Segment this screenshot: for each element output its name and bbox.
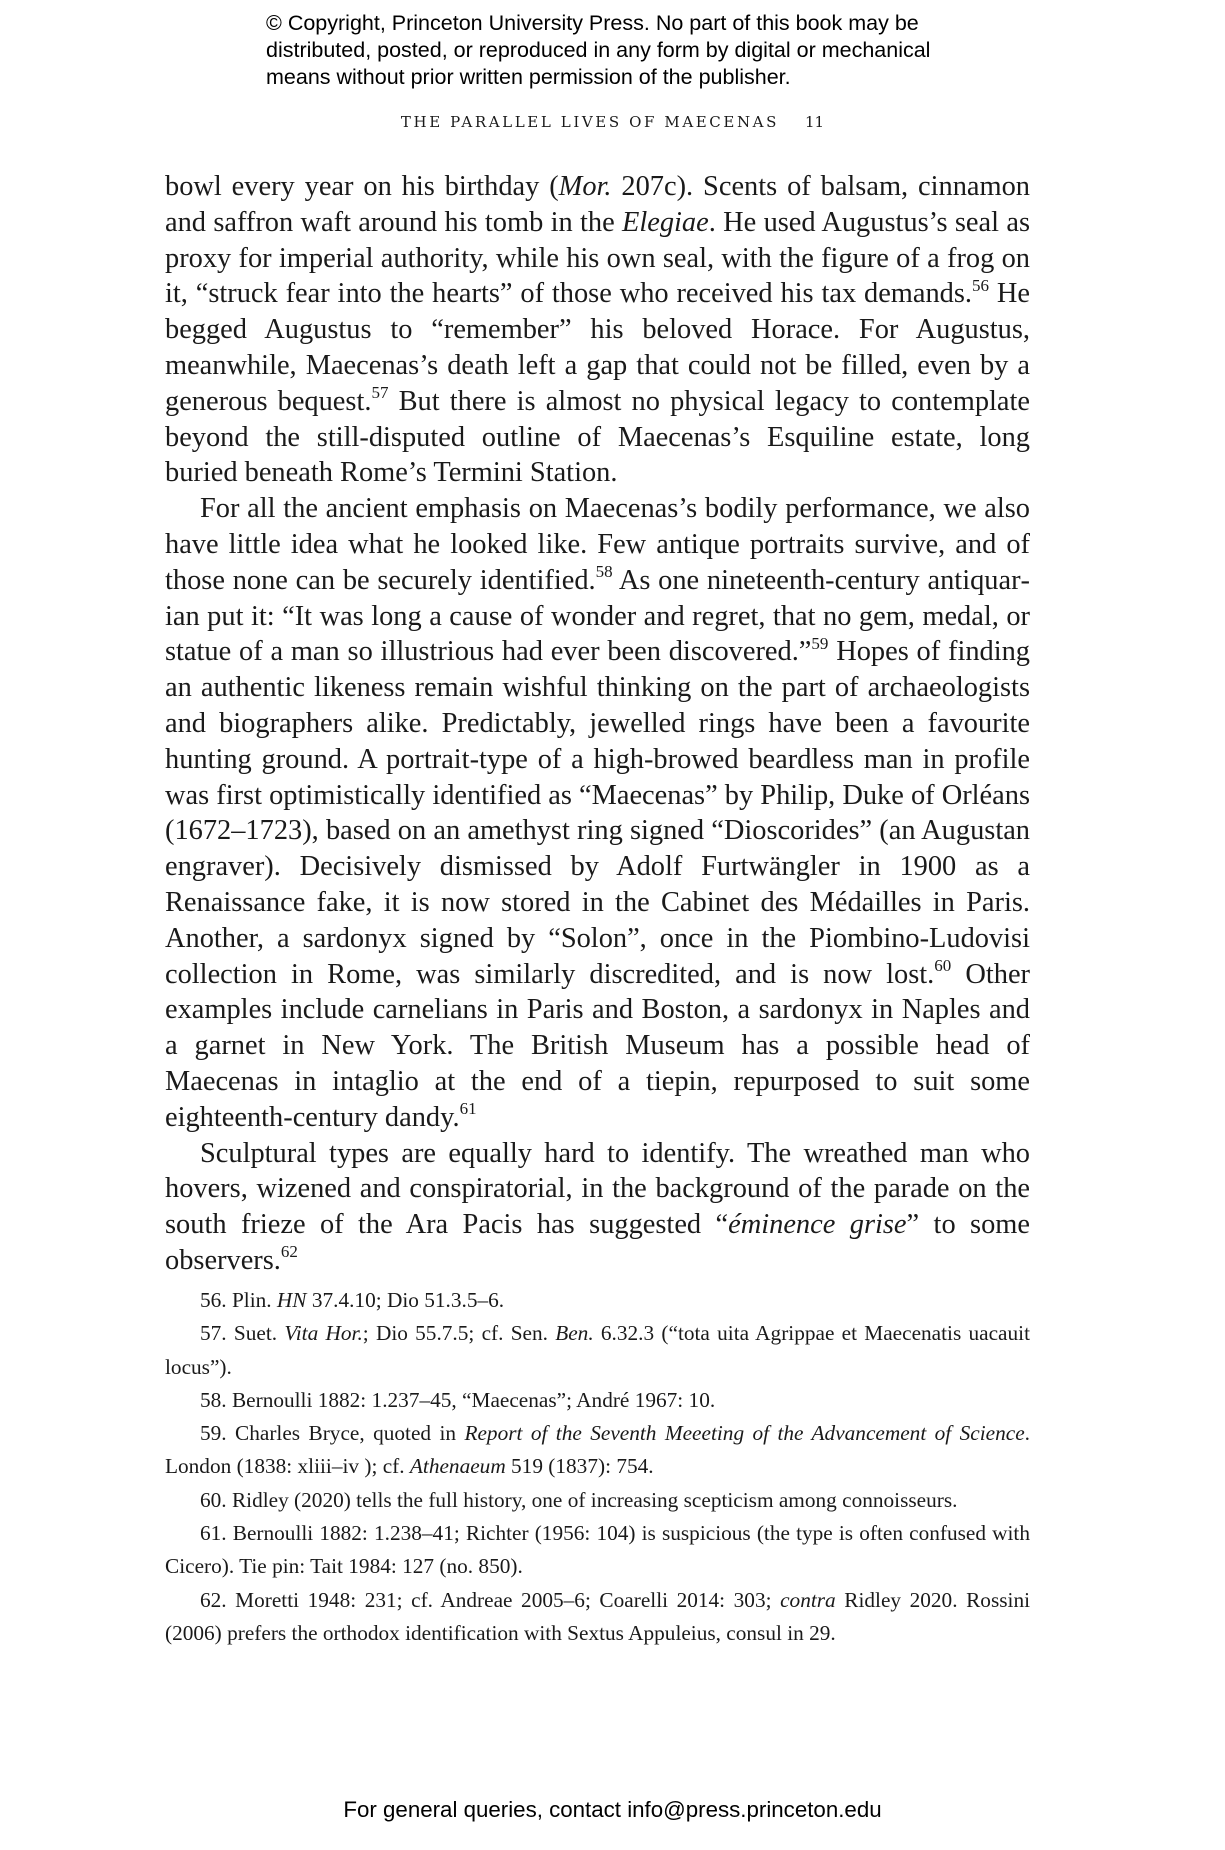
text-run: 59. Charles Bryce, quoted in xyxy=(200,1421,465,1446)
footnote xyxy=(165,1317,1030,1384)
text-run: 519 (1837): 754. xyxy=(505,1454,654,1479)
italic-text: Vita Hor. xyxy=(284,1321,363,1346)
text-run: . London (1838: xliii–iv ); cf. xyxy=(165,1421,1030,1479)
footnote-ref: 59 xyxy=(811,633,829,653)
footnote-ref: 61 xyxy=(459,1099,477,1119)
running-title: THE PARALLEL LIVES OF MAECENAS xyxy=(400,113,779,131)
text-run: 62. Moretti 1948: 231; cf. Andreae 2005–6; Coarelli 2014: 303; xyxy=(200,1587,781,1612)
footnote-ref: 62 xyxy=(280,1242,298,1262)
footnotes xyxy=(165,1284,1030,1650)
footnote xyxy=(165,1417,1030,1484)
footnote: 61. Bernoulli 1882: 1.238–41; Richter (1956: 104) is suspicious (the type is often confused with Cicero). Tie pin: Tait 1984: 127 (no. 850). xyxy=(165,1521,1030,1579)
italic-text: contra xyxy=(780,1587,836,1612)
footnote-ref: 56 xyxy=(972,275,990,295)
text-run: 56. Plin. xyxy=(200,1288,277,1312)
copyright-notice xyxy=(266,10,1026,91)
footnote-ref: 58 xyxy=(595,562,613,582)
text-run: ” to some observers. xyxy=(165,1209,1030,1276)
text-run: . He used Augustus’s seal as proxy for imperial authority, while his own seal, with the figure of a frog on it, “struck fear into the hearts” of those who received his tax demands. xyxy=(165,206,1030,310)
footnote xyxy=(165,1284,1030,1317)
italic-text: HN xyxy=(276,1288,307,1312)
copyright-line: © Copyright, Princeton University Press. No part of this book may be xyxy=(266,11,919,35)
italic-text: Ben. xyxy=(555,1321,594,1346)
paragraph xyxy=(165,1136,1030,1279)
text-run: 207c). Scents of balsam, cinnamon and saffron waft around his tomb in the xyxy=(165,171,1030,238)
footnote-ref: 60 xyxy=(934,956,952,976)
copyright-line: distributed, posted, or reproduced in any form by digital or mechanical xyxy=(266,38,931,62)
footnote: 58. Bernoulli 1882: 1.237–45, “Maecenas”; André 1967: 10. xyxy=(200,1387,716,1412)
text-run: As one nineteenth-century antiquarian put it: “It was long a cause of wonder and regret, that no gem, medal, or statue of a man so illustrious had ever been discovered.” xyxy=(165,564,1030,668)
text-run: 6.32.3 (“tota uita Agrippae et Maecenatis uacauit locus”). xyxy=(165,1321,1030,1379)
text-run: bowl every year on his birthday ( xyxy=(165,171,559,202)
page-number: 11 xyxy=(804,113,825,131)
paragraph xyxy=(165,491,1030,1135)
italic-text: éminence grise xyxy=(728,1209,907,1241)
text-run: Other examples include carnelians in Paris and Boston, a sardonyx in Naples and a garnet in New York. The British Museum has a possible head of Maecenas in intaglio at the end of a tiepin, repurposed to suit some eighteenth-century dandy. xyxy=(165,958,1030,1133)
italic-text: Elegiae xyxy=(622,206,709,238)
italic-text: Athenaeum xyxy=(409,1454,506,1479)
text-run: But there is almost no physical legacy to contemplate beyond the still-disputed outline of Maecenas’s Esquiline estate, long buried beneath Rome’s Termini Station. xyxy=(165,385,1031,489)
text-run: He begged Augustus to “remember” his beloved Horace. For Augustus, meanwhile, Maecenas’s death left a gap that could not be filled, even by a generous bequest. xyxy=(165,278,1030,417)
text-run: Hopes of finding an authentic likeness remain wishful thinking on the part of archaeologists and biographers alike. Predictably, jewelled rings have been a favourite hunting ground. A portrait-type of a high-browed beardless man in profile was first optimistically identified as “Maecenas” by Philip, Duke of Orléans (1672–1723), based on an amethyst ring signed “Dioscorides” (an Augustan engraver). Decisively dismissed by Adolf Furtwängler in 1900 as a Renaissance fake, it is now stored in the Cabinet des Médailles in Paris. Another, a sardonyx signed by “Solon”, once in the Piombino-Ludovisi collection in Rome, was similarly discredited, and is now lost. xyxy=(165,636,1031,990)
footnote-ref: 57 xyxy=(371,383,389,403)
text-run: 57. Suet. xyxy=(200,1321,285,1346)
footnote xyxy=(165,1584,1030,1651)
italic-text: Mor. xyxy=(558,171,612,202)
copyright-line: means without prior written permission of the publisher. xyxy=(266,65,791,89)
footnote: 60. Ridley (2020) tells the full history, one of increasing scepticism among connoisseurs. xyxy=(200,1487,958,1512)
italic-text: Report of the Seventh Meeeting of the Advancement of Science xyxy=(464,1421,1025,1446)
contact-footer: For general queries, contact info@press.princeton.edu xyxy=(343,1797,882,1822)
text-run: Sculptural types are equally hard to identify. The wreathed man who hovers, wizened and conspiratorial, in the background of the parade on the south frieze of the Ara Pacis has suggested “ xyxy=(165,1137,1030,1241)
text-run: Ridley 2020. Rossini (2006) prefers the orthodox identification with Sextus Appuleius, consul in 29. xyxy=(165,1587,1031,1645)
running-head xyxy=(0,113,1225,131)
main-text xyxy=(165,169,1030,1279)
paragraph xyxy=(165,169,1030,491)
text-run: ; Dio 55.7.5; cf. Sen. xyxy=(362,1321,556,1346)
text-run: For all the ancient emphasis on Maecenas’s bodily performance, we also have little idea what he looked like. Few antique portraits survive, and of those none can be securely identified. xyxy=(165,493,1030,596)
text-run: 37.4.10; Dio 51.3.5–6. xyxy=(306,1288,505,1312)
